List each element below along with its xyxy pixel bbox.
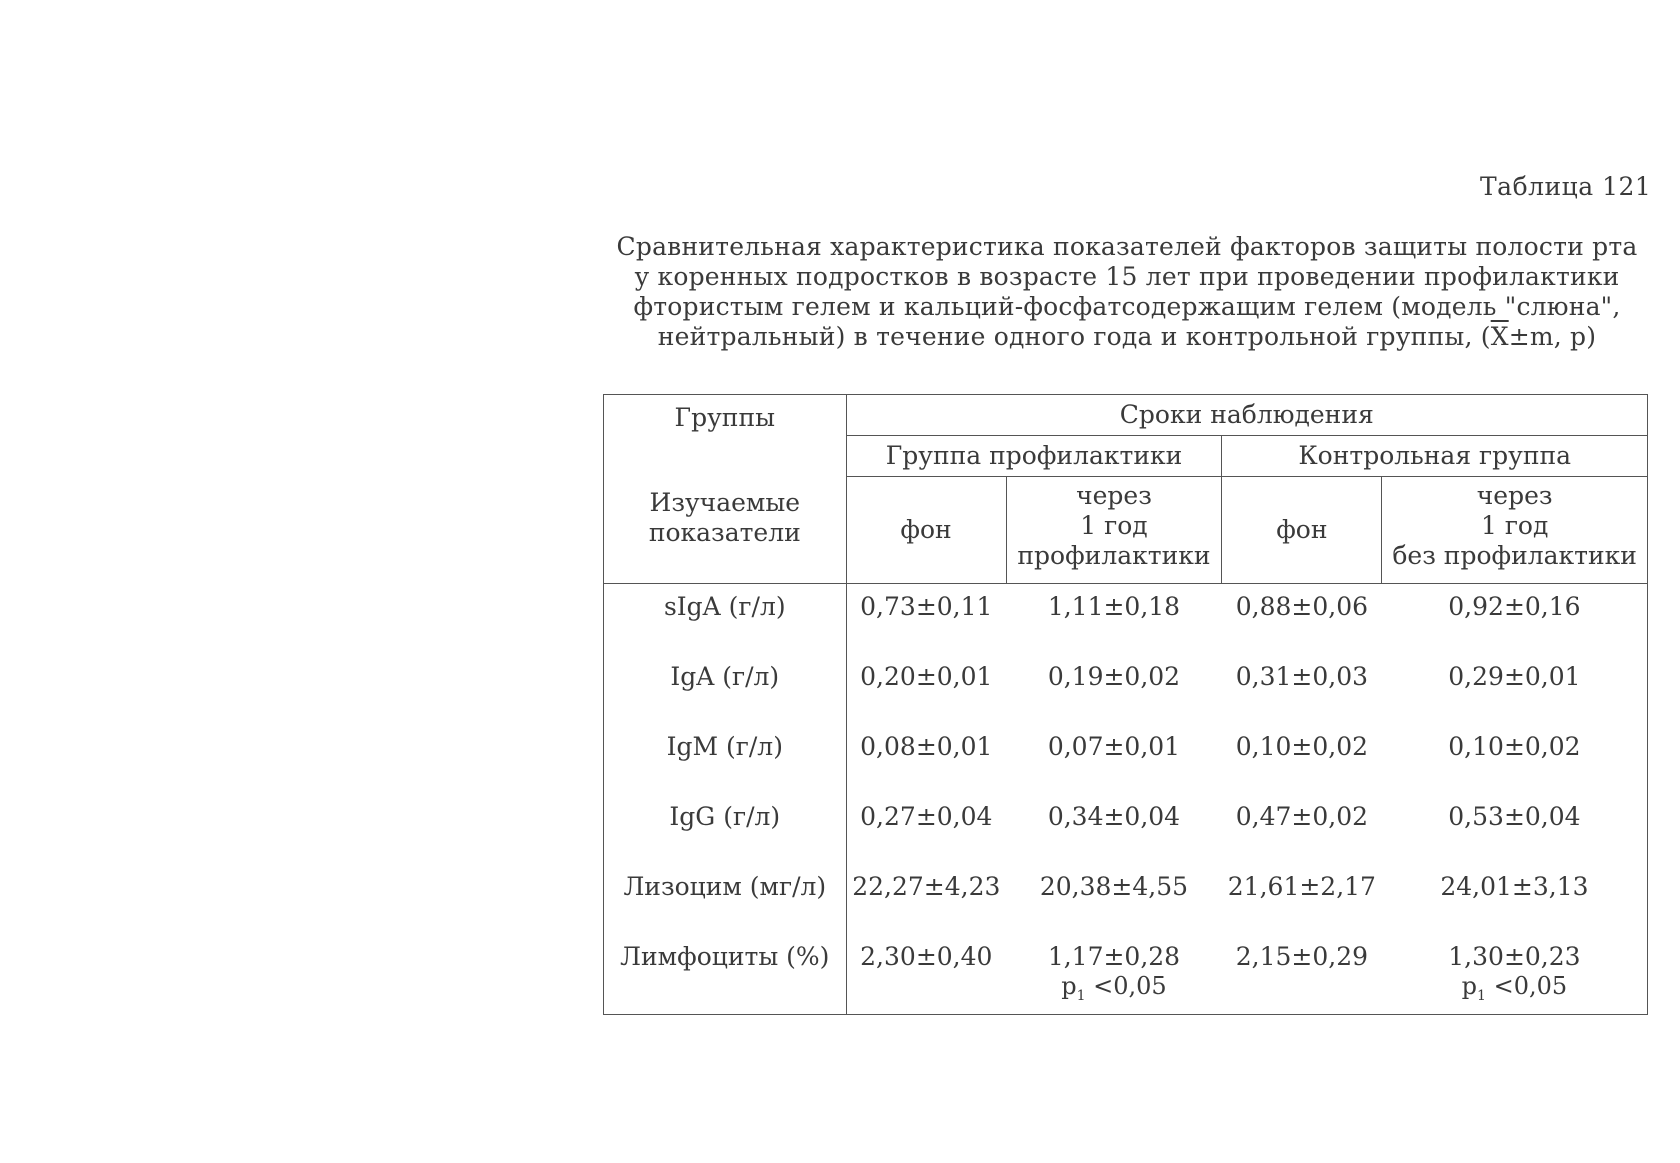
header-ctrl-after-year-l1: через (1476, 481, 1553, 510)
row-ctrl-background: 0,10±0,02 (1235, 732, 1369, 761)
row-ctrl-after-year: 0,92±0,16 (1382, 584, 1648, 663)
table-caption (612, 232, 1642, 352)
header-prophylaxis-group: Группа профилактики (846, 436, 1222, 477)
row-indicator: IgG (г/л) (604, 802, 847, 872)
row-prof-background: 0,27±0,04 (846, 802, 1006, 872)
row-indicator: IgM (г/л) (604, 732, 847, 802)
table-row (604, 872, 1648, 942)
row-prof-background: 22,27±4,23 (846, 872, 1006, 942)
row-prof-after-year: 1,11±0,18 (1047, 592, 1181, 621)
row-ctrl-after-year: 0,29±0,01 (1382, 662, 1648, 732)
row-ctrl-background: 2,15±0,29 (1222, 942, 1382, 1015)
row-prof-background: 2,30±0,40 (846, 942, 1006, 1015)
table-row (604, 732, 1648, 802)
row-ctrl-after-year: 24,01±3,13 (1382, 872, 1648, 942)
header-indicators-line-2: показатели (648, 518, 801, 547)
header-groups: Группы (674, 403, 776, 432)
header-observation-periods: Сроки наблюдения (846, 395, 1647, 436)
row-prof-background: 0,08±0,01 (846, 732, 1006, 802)
header-indicators (604, 432, 846, 548)
header-ctrl-after-year-l3: без профилактики (1392, 541, 1637, 570)
header-ctrl-after-year (1382, 477, 1648, 584)
caption-line-4-prefix: нейтральный) в течение одного года и контрольной группы, ( (657, 322, 1491, 351)
caption-line-4-suffix: ±m, p) (1508, 322, 1597, 351)
row-ctrl-after-year: 0,10±0,02 (1382, 732, 1648, 802)
row-ctrl-background: 0,47±0,02 (1235, 802, 1369, 831)
header-ctrl-background: фон (1222, 477, 1382, 584)
header-prof-after-year (1006, 477, 1222, 584)
row-prof-after-year: 0,34±0,04 (1047, 802, 1181, 831)
data-table (603, 394, 1648, 1015)
row-indicator: sIgA (г/л) (604, 584, 847, 663)
header-prof-background: фон (846, 477, 1006, 584)
header-groups-indicators (604, 395, 847, 584)
header-indicators-line-1: Изучаемые (649, 488, 801, 517)
row-indicator: Лизоцим (мг/л) (604, 872, 847, 942)
caption-mean-symbol: $\overline{X}$ (1490, 322, 1509, 351)
p-value: $p_1 <0,05$ (1461, 972, 1568, 1004)
row-indicator: Лимфоциты (%) (604, 942, 847, 1015)
caption-line-4 (612, 322, 1642, 352)
row-prof-after-year: 20,38±4,55 (1039, 872, 1189, 901)
caption-line-3: фтористым гелем и кальций-фосфатсодержащим гелем (модель "слюна", (633, 292, 1621, 321)
caption-line-1: Сравнительная характеристика показателей факторов защиты полости рта (616, 232, 1638, 261)
table-row (604, 942, 1648, 1015)
table-row (604, 584, 1648, 663)
header-prof-after-year-l2: 1 год (1080, 511, 1148, 540)
row-ctrl-background: 0,88±0,06 (1235, 592, 1369, 621)
header-control-group: Контрольная группа (1222, 436, 1648, 477)
row-prof-background: 0,73±0,11 (846, 584, 1006, 663)
header-prof-after-year-l1: через (1076, 481, 1152, 510)
caption-line-2: у коренных подростков в возрасте 15 лет при проведении профилактики (634, 262, 1620, 291)
row-ctrl-after-year: 1,30±0,23 $p_1 <0,05$ (1382, 942, 1648, 1015)
table-row (604, 662, 1648, 732)
header-ctrl-after-year-l2: 1 год (1480, 511, 1549, 540)
row-ctrl-background: 21,61±2,17 (1227, 872, 1376, 901)
row-prof-after-year: 0,07±0,01 (1047, 732, 1181, 761)
row-ctrl-background: 0,31±0,03 (1235, 662, 1369, 691)
row-prof-after-year: 0,19±0,02 (1047, 662, 1181, 691)
header-prof-after-year-l3: профилактики (1017, 541, 1211, 570)
table-number: Таблица 121 (1480, 172, 1652, 201)
row-prof-background: 0,20±0,01 (846, 662, 1006, 732)
p-value: $p_1 <0,05$ (1061, 972, 1167, 1004)
table-row (604, 802, 1648, 872)
row-prof-after-year: 1,17±0,28 $p_1 <0,05$ (1006, 942, 1222, 1015)
row-indicator: IgA (г/л) (604, 662, 847, 732)
row-ctrl-after-year: 0,53±0,04 (1382, 802, 1648, 872)
